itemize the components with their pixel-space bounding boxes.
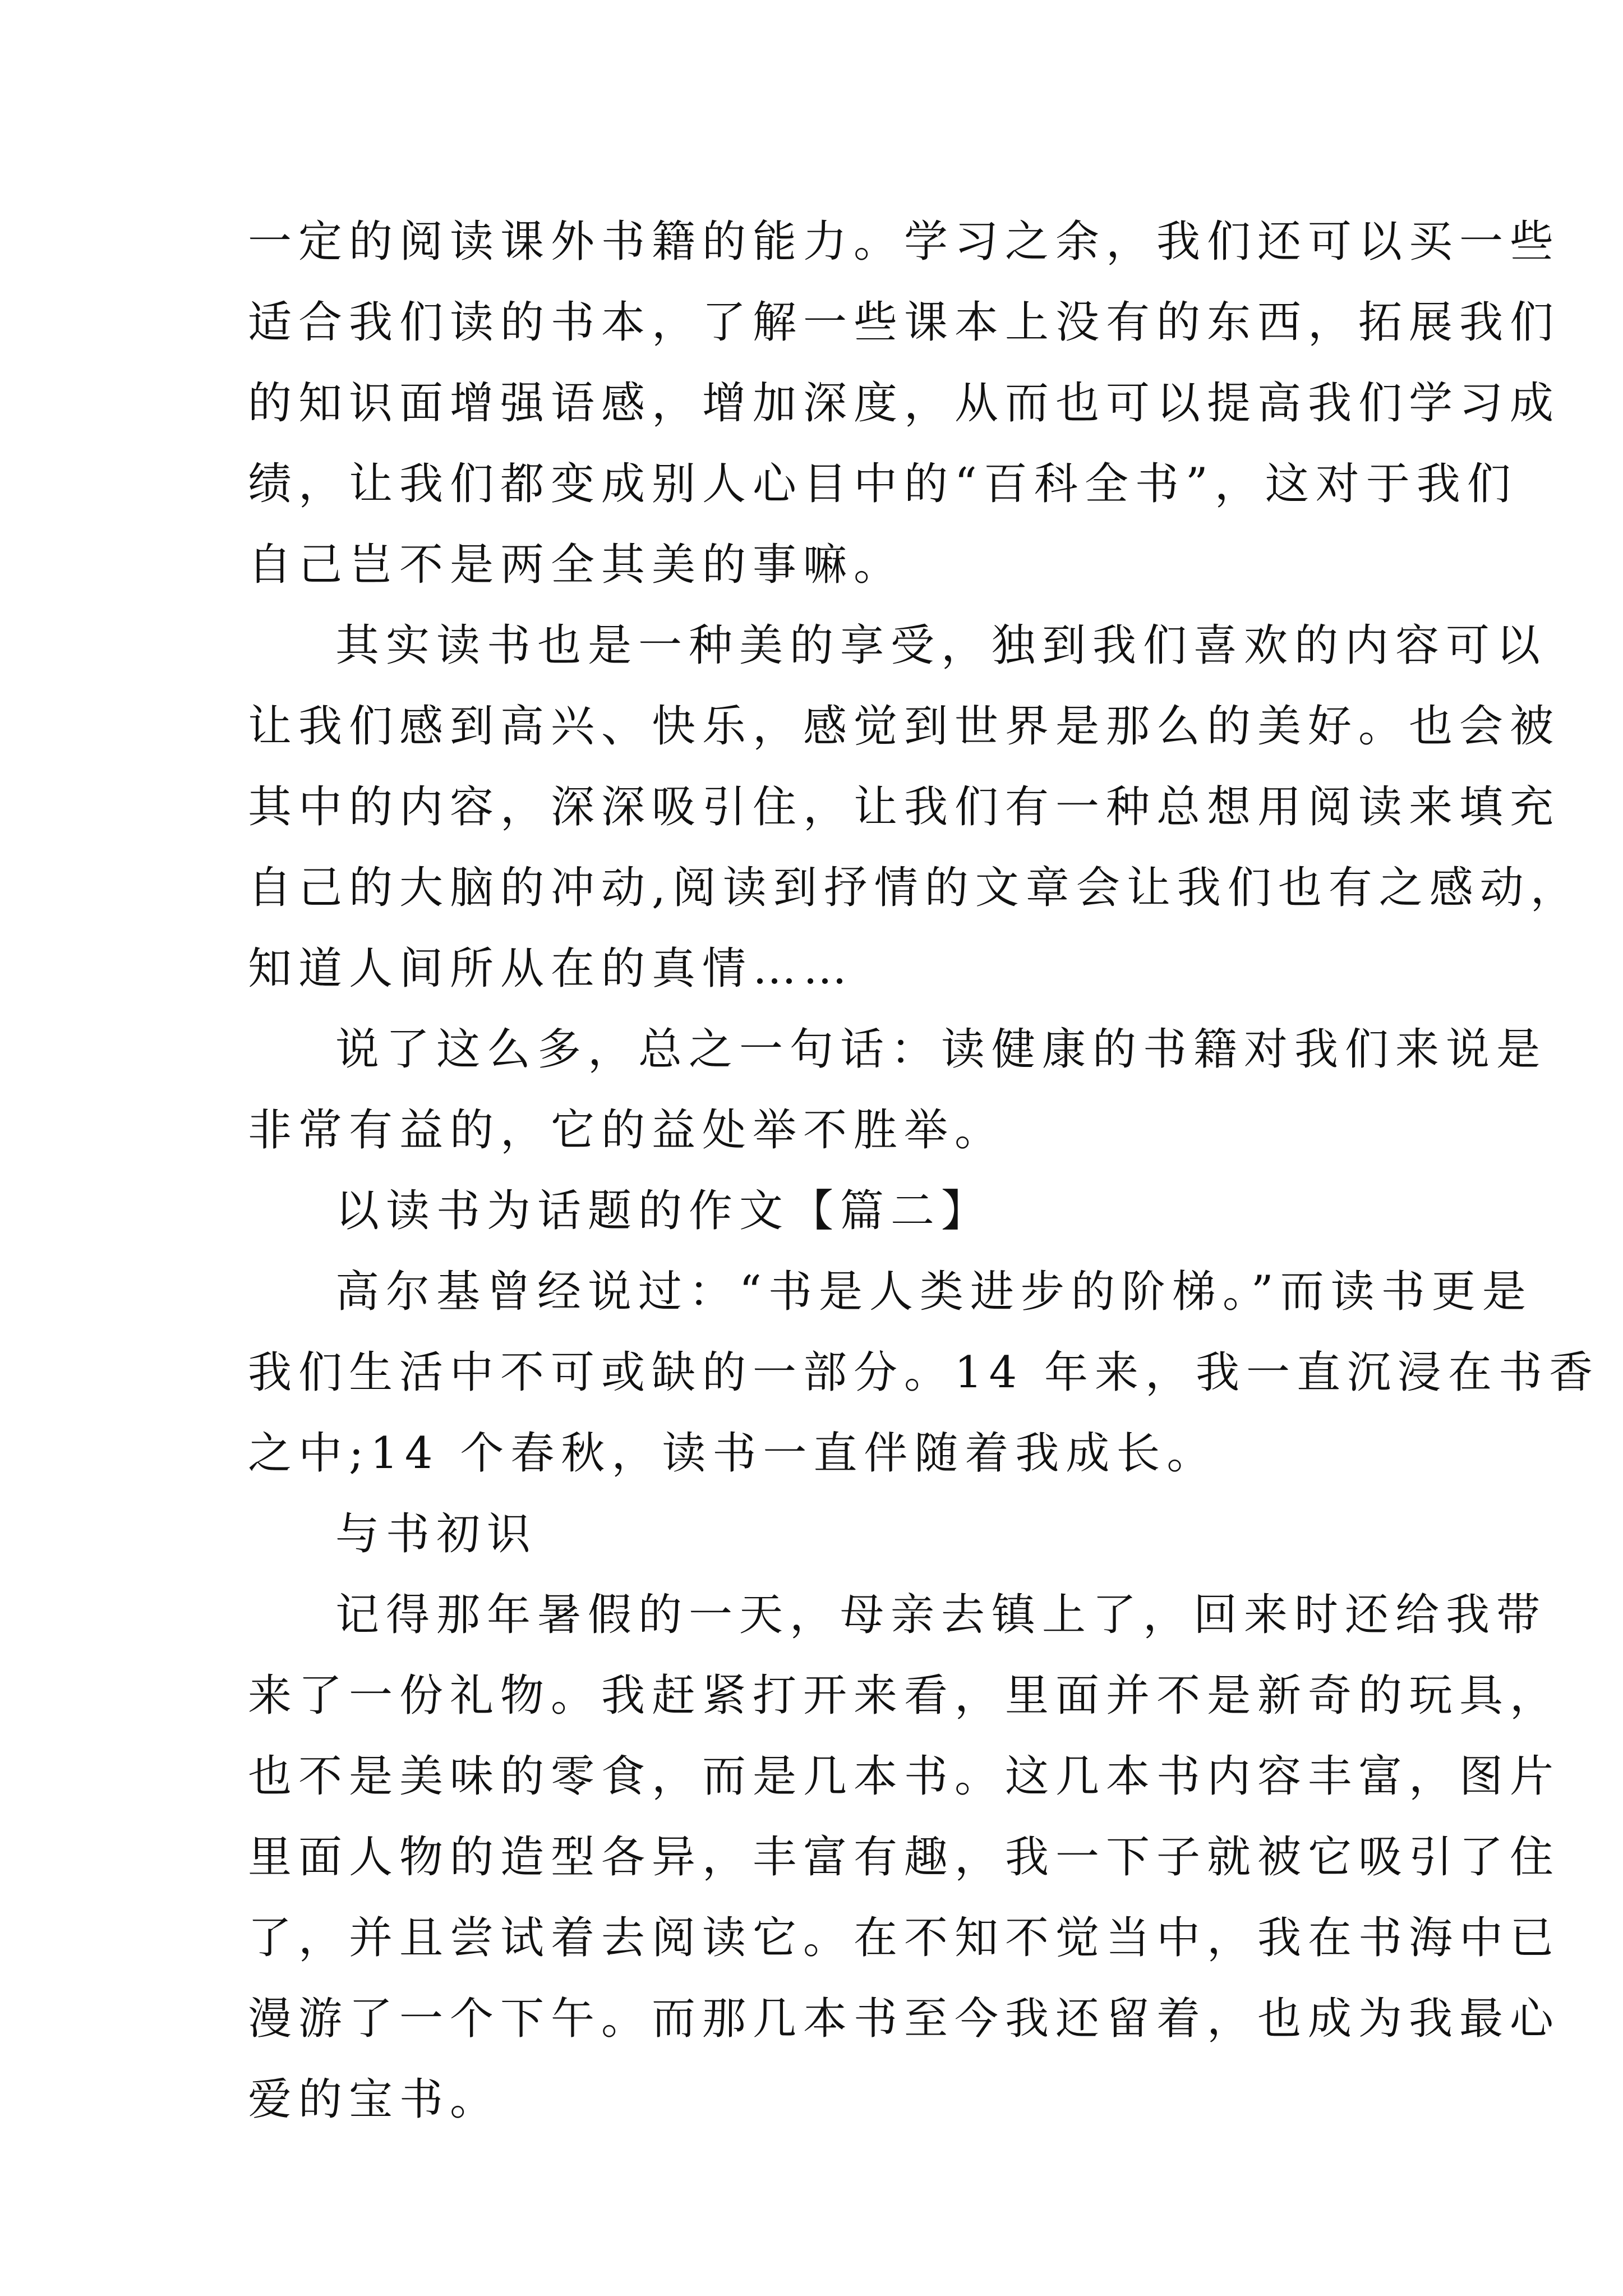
text-line: 一定的阅读课外书籍的能力。学习之余，我们还可以买一些	[248, 217, 1561, 267]
text-line: 其实读书也是一种美的享受，独到我们喜欢的内容可以	[335, 620, 1547, 671]
subsection-heading: 与书初识	[335, 1509, 538, 1559]
text-line: 漫游了一个下午。而那几本书至今我还留着，也成为我最心	[248, 1994, 1561, 2044]
text-line: 里面人物的造型各异，丰富有趣，我一下子就被它吸引了住	[248, 1832, 1561, 1883]
text-line: 的知识面增强语感，增加深度，从而也可以提高我们学习成	[248, 378, 1561, 429]
text-line: 来了一份礼物。我赶紧打开来看，里面并不是新奇的玩具，	[248, 1671, 1561, 1721]
text-line: 自己岂不是两全其美的事嘛。	[248, 540, 905, 590]
text-line: 绩，让我们都变成别人心目中的“百科全书”，这对于我们	[248, 459, 1518, 509]
text-line: 高尔基曾经说过：“书是人类进步的阶梯。”而读书更是	[335, 1267, 1533, 1317]
text-line: 记得那年暑假的一天，母亲去镇上了，回来时还给我带	[335, 1590, 1547, 1640]
text-line: 适合我们读的书本，了解一些课本上没有的东西，拓展我们	[248, 297, 1561, 348]
text-line: 也不是美味的零食，而是几本书。这几本书内容丰富，图片	[248, 1751, 1561, 1802]
section-heading: 以读书为话题的作文【篇二】	[335, 1186, 992, 1236]
text-line: 了，并且尝试着去阅读它。在不知不觉当中，我在书海中已	[248, 1913, 1561, 1963]
text-line: 爱的宝书。	[248, 2074, 501, 2125]
text-line: 之中;14 个春秋，读书一直伴随着我成长。	[248, 1428, 1218, 1479]
text-line: 自己的大脑的冲动,阅读到抒情的文章会让我们也有之感动，	[248, 863, 1581, 913]
text-line: 我们生活中不可或缺的一部分。14 年来，我一直沉浸在书香	[248, 1347, 1600, 1398]
text-line: 其中的内容，深深吸引住，让我们有一种总想用阅读来填充	[248, 782, 1561, 832]
text-line: 让我们感到高兴、快乐，感觉到世界是那么的美好。也会被	[248, 701, 1561, 752]
text-line: 知道人间所从在的真情……	[248, 944, 854, 994]
text-line: 说了这么多，总之一句话：读健康的书籍对我们来说是	[335, 1024, 1547, 1075]
text-line: 非常有益的，它的益处举不胜举。	[248, 1105, 1006, 1156]
